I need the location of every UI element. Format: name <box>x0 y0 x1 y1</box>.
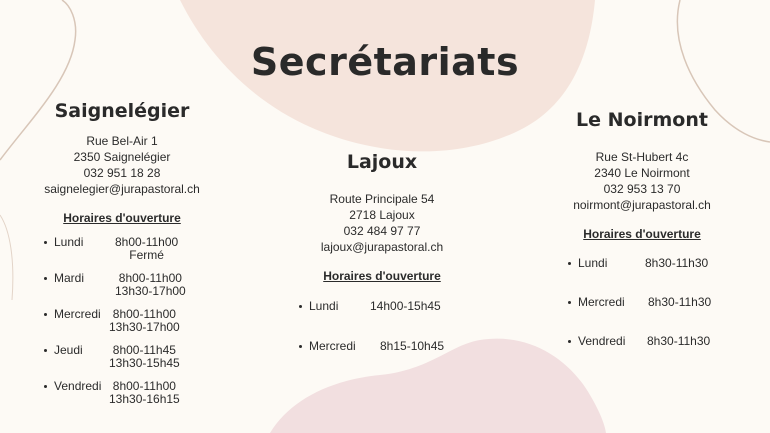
time-range: 8h30-11h30 <box>648 295 712 309</box>
phone-number: 032 953 13 70 <box>603 182 681 196</box>
address-street: Rue St-Hubert 4c <box>595 150 689 164</box>
day-label: Mercredi <box>309 339 356 353</box>
address-city: 2350 Saignelégier <box>73 150 171 164</box>
email-link[interactable]: saignelegier@jurapastoral.ch <box>44 182 200 196</box>
hours-title: Horaires d'ouverture <box>323 269 441 283</box>
day-label: Jeudi <box>54 343 83 357</box>
hours-title: Horaires d'ouverture <box>63 211 181 225</box>
office-name: Le Noirmont <box>576 109 708 131</box>
time-range: 8h15-10h45 <box>380 339 445 353</box>
schedule-list-le-noirmont <box>568 257 738 348</box>
email-link[interactable]: lajoux@jurapastoral.ch <box>320 240 444 254</box>
day-label: Vendredi <box>54 379 102 393</box>
phone-number: 032 484 97 77 <box>343 224 421 238</box>
schedule-item <box>44 272 214 298</box>
schedule-list-lajoux <box>299 300 469 353</box>
schedule-item <box>44 380 214 406</box>
office-name: Saignelégier <box>54 100 190 122</box>
schedule-item <box>44 344 214 370</box>
day-label: Lundi <box>578 256 608 270</box>
hours-title: Horaires d'ouverture <box>583 227 701 241</box>
time-range: 13h30-16h15 <box>109 392 180 406</box>
phone-number: 032 951 18 28 <box>83 166 161 180</box>
schedule-item <box>44 308 214 334</box>
time-range: 8h00-11h00 <box>112 307 176 321</box>
time-range: 8h30-11h30 <box>647 334 711 348</box>
office-name: Lajoux <box>346 151 418 173</box>
day-label: Mercredi <box>578 295 625 309</box>
office-saignelegier <box>32 100 212 225</box>
time-range: 8h00-11h45 <box>112 343 176 357</box>
day-label: Lundi <box>309 299 339 313</box>
time-range: 13h30-17h00 <box>109 320 180 334</box>
time-range: 8h00-11h00 <box>118 271 182 285</box>
schedule-item <box>568 335 738 348</box>
left-bottom-curve <box>0 215 13 300</box>
address-city: 2718 Lajoux <box>349 208 415 222</box>
day-label: Lundi <box>54 235 84 249</box>
schedule-item <box>568 257 738 270</box>
time-range: 13h30-17h00 <box>115 284 186 298</box>
schedule-item <box>568 296 738 309</box>
address-city: 2340 Le Noirmont <box>594 166 690 180</box>
time-range: 14h00-15h45 <box>370 299 441 313</box>
email-link[interactable]: noirmont@jurapastoral.ch <box>573 198 711 212</box>
office-lajoux <box>292 151 472 283</box>
office-address <box>292 191 472 255</box>
schedule-item <box>299 300 469 313</box>
office-le-noirmont <box>552 109 732 241</box>
address-street: Rue Bel-Air 1 <box>86 134 158 148</box>
schedule-item <box>299 340 469 353</box>
time-range: 8h00-11h00 <box>112 379 176 393</box>
time-range: 8h00-11h00 <box>115 235 179 249</box>
schedule-list-saignelegier <box>44 236 214 406</box>
schedule-item <box>44 236 214 262</box>
office-address <box>552 149 732 213</box>
time-range: Fermé <box>129 248 164 262</box>
day-label: Mercredi <box>54 307 101 321</box>
address-street: Route Principale 54 <box>329 192 435 206</box>
page-title: Secrétariats <box>250 40 520 84</box>
time-range: 8h30-11h30 <box>645 256 709 270</box>
day-label: Mardi <box>54 271 85 285</box>
office-address <box>32 133 212 197</box>
day-label: Vendredi <box>578 334 626 348</box>
time-range: 13h30-15h45 <box>109 356 180 370</box>
